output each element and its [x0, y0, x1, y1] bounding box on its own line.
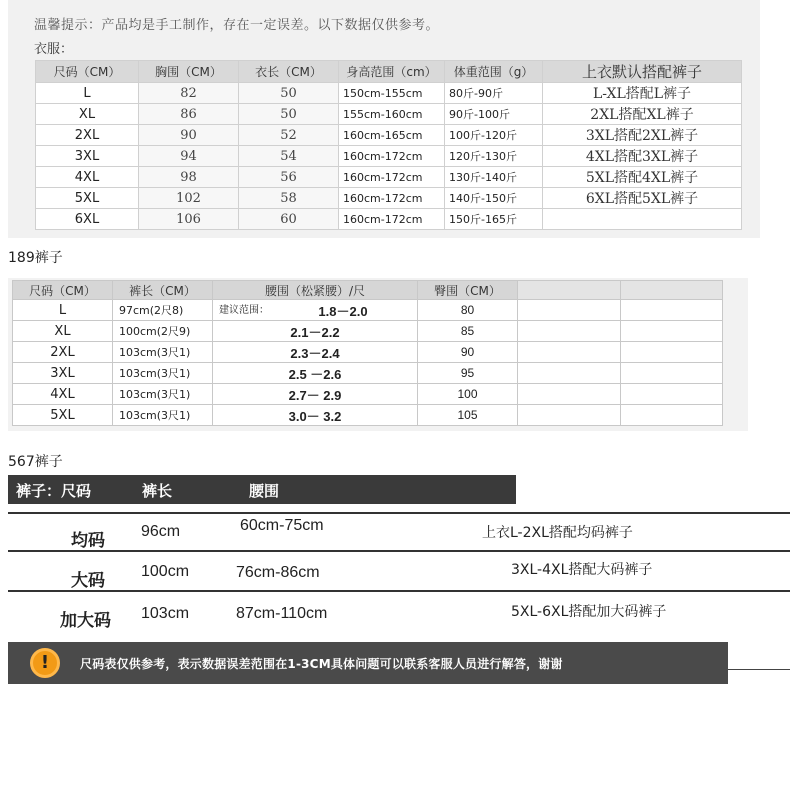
size-cell: 5XL — [36, 188, 139, 209]
header-height: 身高范围（cm） — [339, 61, 445, 83]
pants189-title: 189裤子 — [8, 250, 63, 266]
length-cell: 60 — [239, 209, 339, 230]
waist-value: 2.3－2.4 — [290, 345, 340, 361]
waist-cell: 76cm-86cm — [236, 564, 320, 581]
size-cell: 2XL — [36, 125, 139, 146]
pants-length-cell: 103cm(3尺1) — [113, 384, 213, 405]
waist-cell: 87cm-110cm — [236, 605, 328, 622]
length-cell: 54 — [239, 146, 339, 167]
waist-value: 2.5 －2.6 — [288, 366, 342, 382]
waist-cell — [213, 342, 418, 363]
pants-match-cell: L-XL搭配L裤子 — [543, 83, 742, 104]
waist-value: 1.8－2.0 — [318, 303, 368, 319]
size-cell: XL — [13, 321, 113, 342]
weight-cell: 100斤-120斤 — [445, 125, 543, 146]
waist-value: 3.0－ 3.2 — [288, 408, 342, 424]
table-header-row — [36, 61, 742, 83]
height-cell: 160cm-165cm — [339, 125, 445, 146]
pants-length-cell: 103cm(3尺1) — [113, 405, 213, 426]
hip-cell: 85 — [418, 321, 518, 342]
table-row — [36, 209, 742, 230]
header-length: 衣长（CM） — [239, 61, 339, 83]
hip-cell: 80 — [418, 300, 518, 321]
table-row — [36, 104, 742, 125]
waist-cell: 60cm-75cm — [240, 517, 324, 534]
height-cell: 160cm-172cm — [339, 209, 445, 230]
weight-cell: 90斤-100斤 — [445, 104, 543, 125]
waist-cell — [213, 363, 418, 384]
range-hint: 建议范围： — [219, 304, 269, 316]
clothing-label: 衣服： — [34, 42, 74, 57]
table-row — [13, 384, 723, 405]
empty-cell — [621, 363, 723, 384]
table-row — [36, 146, 742, 167]
divider — [728, 669, 790, 670]
warning-icon: ! — [30, 648, 60, 678]
waist-cell — [213, 300, 418, 321]
table-row — [13, 342, 723, 363]
chest-cell: 86 — [139, 104, 239, 125]
length-cell: 56 — [239, 167, 339, 188]
weight-cell: 120斤-130斤 — [445, 146, 543, 167]
pants-match-cell: 4XL搭配3XL裤子 — [543, 146, 742, 167]
weight-cell: 80斤-90斤 — [445, 83, 543, 104]
size-cell: L — [36, 83, 139, 104]
hip-cell: 95 — [418, 363, 518, 384]
match-note: 5XL-6XL搭配加大码裤子 — [511, 604, 667, 620]
height-cell: 160cm-172cm — [339, 188, 445, 209]
header-waist: 腰围 — [249, 482, 280, 500]
pants-match-cell: 6XL搭配5XL裤子 — [543, 188, 742, 209]
table-row — [36, 188, 742, 209]
notice-text: 温馨提示：产品均是手工制作，存在一定误差。以下数据仅供参考。 — [34, 18, 440, 33]
size-cell: 5XL — [13, 405, 113, 426]
pants-match-cell — [543, 209, 742, 230]
header-pants-match: 上衣默认搭配裤子 — [543, 61, 742, 83]
chest-cell: 82 — [139, 83, 239, 104]
height-cell: 160cm-172cm — [339, 167, 445, 188]
empty-cell — [518, 300, 621, 321]
pants189-size-table — [12, 280, 723, 426]
pants-match-cell: 3XL搭配2XL裤子 — [543, 125, 742, 146]
height-cell: 155cm-160cm — [339, 104, 445, 125]
hip-cell: 100 — [418, 384, 518, 405]
table-row — [13, 405, 723, 426]
pants567-row — [8, 554, 790, 592]
clothing-section — [8, 0, 760, 238]
weight-cell: 140斤-150斤 — [445, 188, 543, 209]
hip-cell: 90 — [418, 342, 518, 363]
match-note: 3XL-4XL搭配大码裤子 — [511, 562, 653, 578]
size-cell: 大码 — [71, 571, 105, 591]
chest-cell: 98 — [139, 167, 239, 188]
length-cell: 50 — [239, 104, 339, 125]
empty-cell — [518, 405, 621, 426]
header-pants-length: 裤长 — [142, 482, 173, 500]
size-cell: 3XL — [36, 146, 139, 167]
header-pants-length: 裤长（CM） — [113, 281, 213, 300]
waist-cell — [213, 384, 418, 405]
header-empty — [518, 281, 621, 300]
length-cell: 50 — [239, 83, 339, 104]
length-cell: 100cm — [141, 563, 190, 580]
pants567-row — [8, 594, 790, 632]
divider — [8, 550, 790, 552]
pants-match-cell: 2XL搭配XL裤子 — [543, 104, 742, 125]
chest-cell: 90 — [139, 125, 239, 146]
pants567-title: 567裤子 — [8, 454, 63, 470]
length-cell: 96cm — [141, 523, 181, 540]
chest-cell: 106 — [139, 209, 239, 230]
empty-cell — [621, 342, 723, 363]
header-size: 裤子：尺码 — [16, 482, 92, 500]
size-cell: 2XL — [13, 342, 113, 363]
footer-text: 尺码表仅供参考，表示数据误差范围在1-3CM具体问题可以联系客服人员进行解答，谢谢 — [80, 657, 563, 671]
size-cell: 4XL — [13, 384, 113, 405]
height-cell: 150cm-155cm — [339, 83, 445, 104]
height-cell: 160cm-172cm — [339, 146, 445, 167]
empty-cell — [621, 405, 723, 426]
size-cell: 加大码 — [60, 611, 111, 631]
table-row — [36, 125, 742, 146]
pants567-header-bar — [8, 475, 516, 504]
size-cell: 6XL — [36, 209, 139, 230]
empty-cell — [621, 300, 723, 321]
size-cell: XL — [36, 104, 139, 125]
pants-length-cell: 100cm(2尺9) — [113, 321, 213, 342]
pants-length-cell: 103cm(3尺1) — [113, 363, 213, 384]
waist-cell — [213, 321, 418, 342]
header-hip: 臀围（CM） — [418, 281, 518, 300]
header-chest: 胸围（CM） — [139, 61, 239, 83]
table-row — [13, 300, 723, 321]
pants-length-cell: 97cm(2尺8) — [113, 300, 213, 321]
pants-length-cell: 103cm(3尺1) — [113, 342, 213, 363]
chest-cell: 94 — [139, 146, 239, 167]
header-size: 尺码（CM） — [36, 61, 139, 83]
empty-cell — [621, 384, 723, 405]
header-weight: 体重范围（g） — [445, 61, 543, 83]
size-cell: 4XL — [36, 167, 139, 188]
table-row — [36, 167, 742, 188]
weight-cell: 150斤-165斤 — [445, 209, 543, 230]
table-row — [13, 363, 723, 384]
length-cell: 58 — [239, 188, 339, 209]
pants-match-cell: 5XL搭配4XL裤子 — [543, 167, 742, 188]
header-waist: 腰围（松紧腰）/尺 — [213, 281, 418, 300]
match-note: 上衣L-2XL搭配均码裤子 — [482, 525, 633, 541]
length-cell: 103cm — [141, 605, 190, 622]
table-header-row — [13, 281, 723, 300]
empty-cell — [518, 321, 621, 342]
footer-notice-bar — [8, 642, 728, 684]
empty-cell — [518, 363, 621, 384]
table-row — [13, 321, 723, 342]
size-cell: 均码 — [71, 531, 105, 551]
size-cell: 3XL — [13, 363, 113, 384]
size-cell: L — [13, 300, 113, 321]
table-row — [36, 83, 742, 104]
length-cell: 52 — [239, 125, 339, 146]
pants189-section — [8, 278, 748, 431]
empty-cell — [518, 384, 621, 405]
waist-cell — [213, 405, 418, 426]
weight-cell: 130斤-140斤 — [445, 167, 543, 188]
empty-cell — [621, 321, 723, 342]
hip-cell: 105 — [418, 405, 518, 426]
empty-cell — [518, 342, 621, 363]
header-size: 尺码（CM） — [13, 281, 113, 300]
waist-value: 2.1－2.2 — [290, 324, 340, 340]
divider — [8, 590, 790, 592]
chest-cell: 102 — [139, 188, 239, 209]
waist-value: 2.7－ 2.9 — [288, 387, 342, 403]
clothing-size-table — [35, 60, 742, 230]
header-empty — [621, 281, 723, 300]
pants567-row — [8, 514, 790, 552]
